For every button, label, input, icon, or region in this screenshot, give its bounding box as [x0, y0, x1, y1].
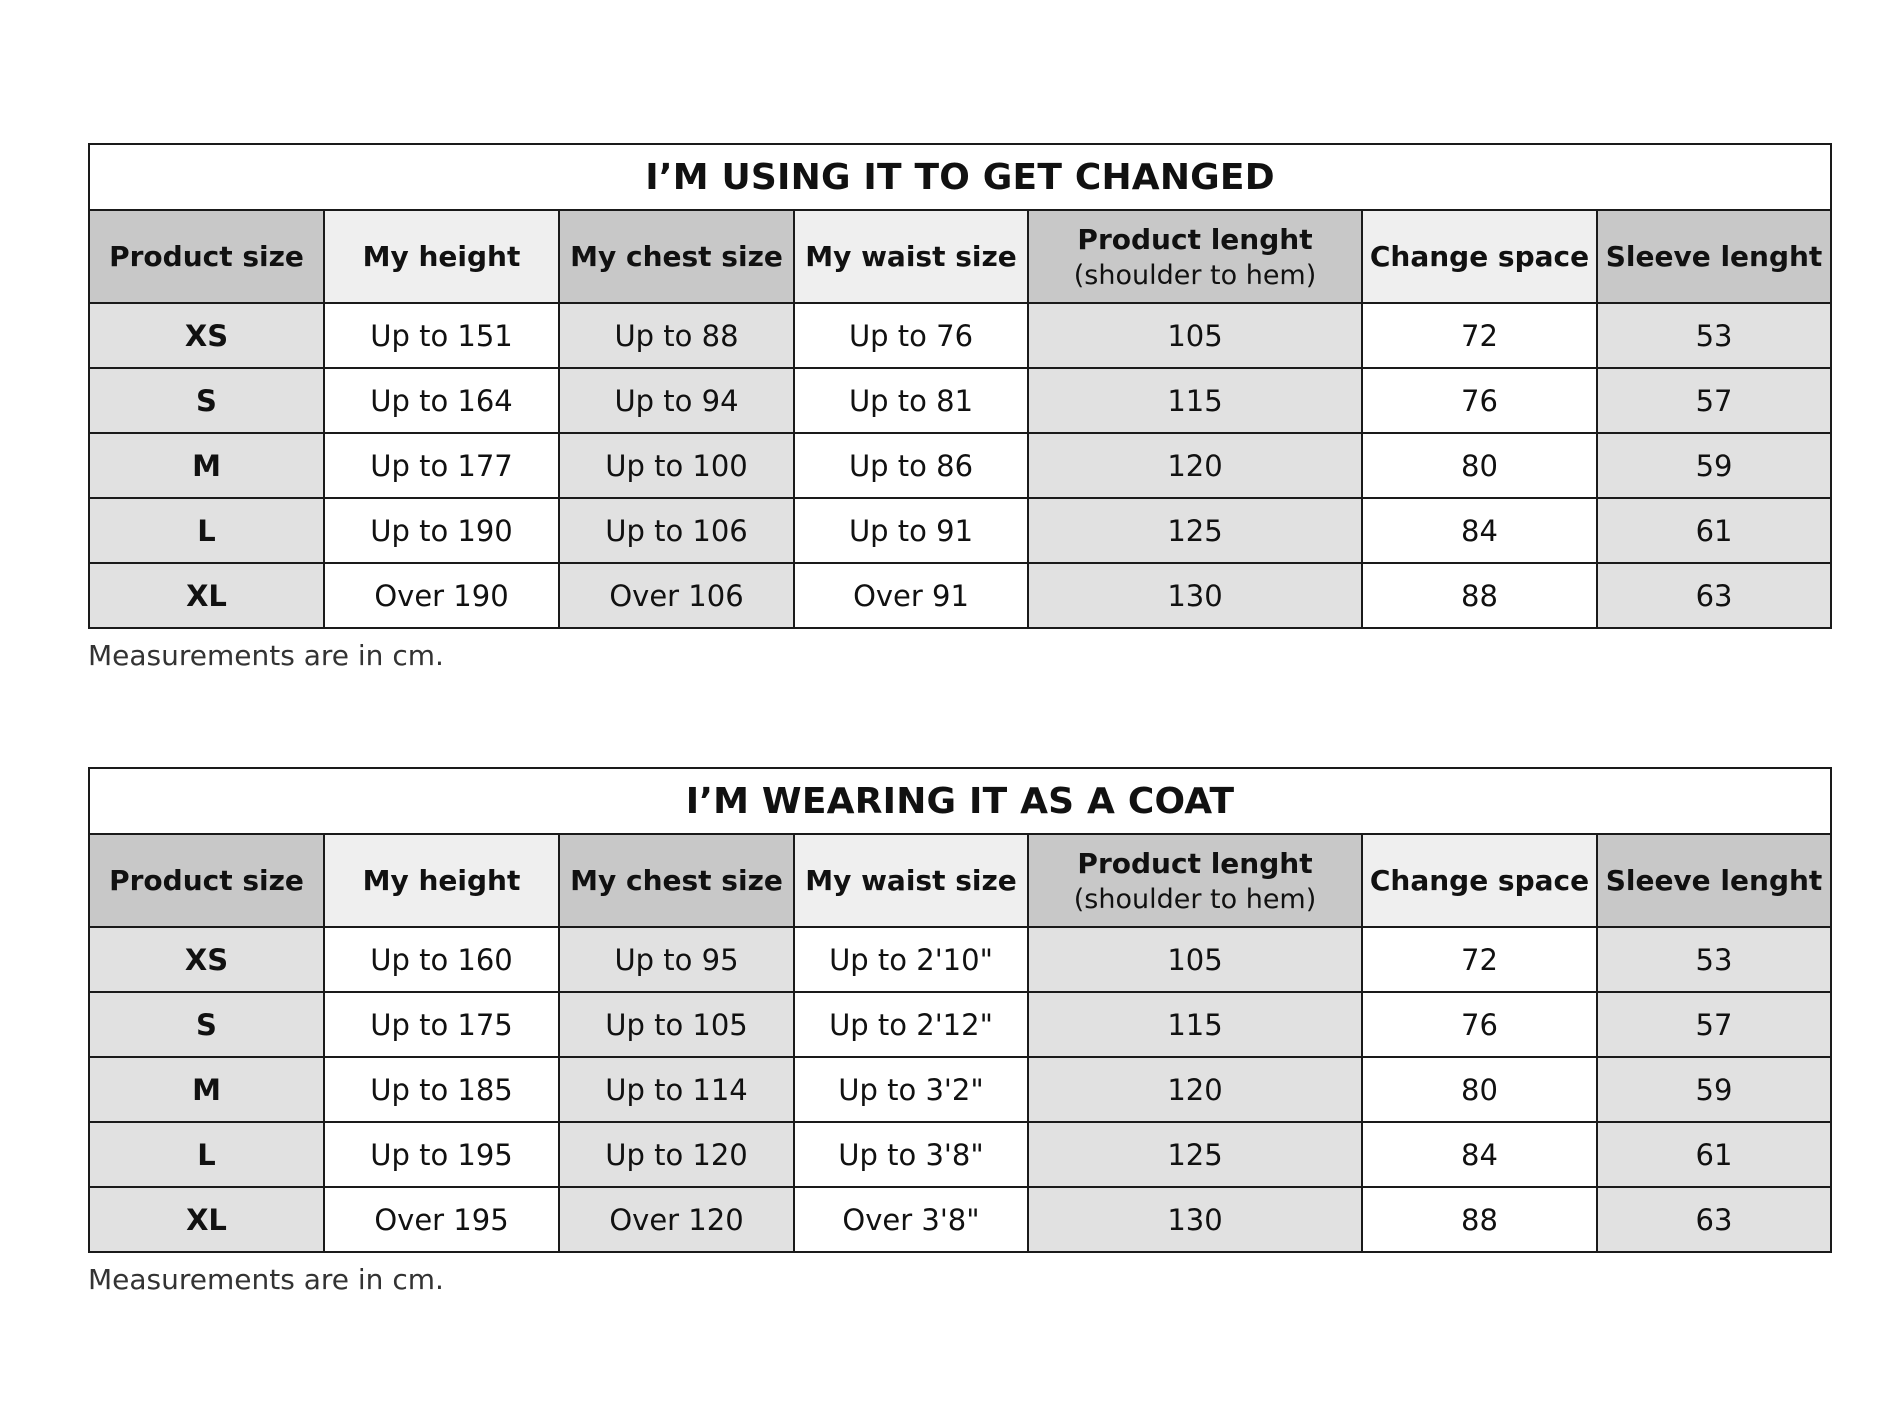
table-row — [89, 563, 1831, 628]
cell-chest: Up to 120 — [559, 1122, 794, 1187]
cell-chest: Over 106 — [559, 563, 794, 628]
table-row — [89, 498, 1831, 563]
header-product-length: Product lenght (shoulder to hem) — [1028, 210, 1362, 303]
cell-product-length: 120 — [1028, 1057, 1362, 1122]
cell-chest: Up to 94 — [559, 368, 794, 433]
cell-size: S — [89, 992, 324, 1057]
cell-height: Up to 164 — [324, 368, 559, 433]
header-my-waist-size: My waist size — [794, 834, 1028, 927]
cell-waist: Up to 3'2" — [794, 1057, 1028, 1122]
size-table — [88, 143, 1832, 629]
cell-change-space: 84 — [1362, 1122, 1597, 1187]
cell-product-length: 115 — [1028, 368, 1362, 433]
header-my-chest-size: My chest size — [559, 834, 794, 927]
cell-sleeve-length: 59 — [1597, 1057, 1831, 1122]
measurement-note: Measurements are in cm. — [88, 1263, 444, 1296]
cell-waist: Up to 2'10" — [794, 927, 1028, 992]
table-row — [89, 1122, 1831, 1187]
cell-change-space: 76 — [1362, 368, 1597, 433]
size-table-wearing-as-coat — [88, 767, 1830, 1296]
cell-size: XS — [89, 303, 324, 368]
cell-size: L — [89, 1122, 324, 1187]
cell-sleeve-length: 57 — [1597, 992, 1831, 1057]
cell-chest: Up to 114 — [559, 1057, 794, 1122]
cell-height: Up to 190 — [324, 498, 559, 563]
cell-sleeve-length: 63 — [1597, 563, 1831, 628]
table-row — [89, 927, 1831, 992]
cell-change-space: 88 — [1362, 1187, 1597, 1252]
cell-sleeve-length: 53 — [1597, 927, 1831, 992]
cell-chest: Up to 100 — [559, 433, 794, 498]
table-row — [89, 303, 1831, 368]
cell-size: M — [89, 1057, 324, 1122]
cell-size: XL — [89, 563, 324, 628]
header-product-size: Product size — [89, 210, 324, 303]
header-my-chest-size: My chest size — [559, 210, 794, 303]
header-product-size: Product size — [89, 834, 324, 927]
measurement-note: Measurements are in cm. — [88, 639, 444, 672]
header-product-length-sub: (shoulder to hem) — [1073, 259, 1317, 291]
cell-chest: Up to 105 — [559, 992, 794, 1057]
header-product-length: Product lenght (shoulder to hem) — [1028, 834, 1362, 927]
cell-product-length: 105 — [1028, 303, 1362, 368]
cell-height: Over 195 — [324, 1187, 559, 1252]
cell-height: Up to 175 — [324, 992, 559, 1057]
cell-height: Up to 160 — [324, 927, 559, 992]
cell-size: M — [89, 433, 324, 498]
cell-sleeve-length: 61 — [1597, 498, 1831, 563]
cell-change-space: 76 — [1362, 992, 1597, 1057]
cell-waist: Up to 76 — [794, 303, 1028, 368]
cell-chest: Over 120 — [559, 1187, 794, 1252]
header-sleeve-length: Sleeve lenght — [1597, 210, 1831, 303]
cell-waist: Up to 81 — [794, 368, 1028, 433]
cell-product-length: 125 — [1028, 1122, 1362, 1187]
cell-waist: Over 91 — [794, 563, 1028, 628]
table-row — [89, 1187, 1831, 1252]
cell-height: Up to 151 — [324, 303, 559, 368]
cell-height: Over 190 — [324, 563, 559, 628]
cell-product-length: 115 — [1028, 992, 1362, 1057]
cell-change-space: 72 — [1362, 927, 1597, 992]
cell-waist: Up to 3'8" — [794, 1122, 1028, 1187]
table-row — [89, 368, 1831, 433]
cell-product-length: 130 — [1028, 1187, 1362, 1252]
header-my-height: My height — [324, 210, 559, 303]
cell-product-length: 120 — [1028, 433, 1362, 498]
cell-change-space: 88 — [1362, 563, 1597, 628]
cell-chest: Up to 88 — [559, 303, 794, 368]
cell-change-space: 80 — [1362, 1057, 1597, 1122]
cell-chest: Up to 106 — [559, 498, 794, 563]
cell-sleeve-length: 59 — [1597, 433, 1831, 498]
cell-height: Up to 195 — [324, 1122, 559, 1187]
table-title: I’M WEARING IT AS A COAT — [89, 768, 1831, 834]
cell-chest: Up to 95 — [559, 927, 794, 992]
cell-sleeve-length: 63 — [1597, 1187, 1831, 1252]
cell-size: L — [89, 498, 324, 563]
table-row — [89, 433, 1831, 498]
cell-waist: Up to 2'12" — [794, 992, 1028, 1057]
cell-product-length: 105 — [1028, 927, 1362, 992]
cell-change-space: 72 — [1362, 303, 1597, 368]
header-my-waist-size: My waist size — [794, 210, 1028, 303]
cell-size: XS — [89, 927, 324, 992]
cell-height: Up to 177 — [324, 433, 559, 498]
table-title: I’M USING IT TO GET CHANGED — [89, 144, 1831, 210]
header-my-height: My height — [324, 834, 559, 927]
size-table — [88, 767, 1832, 1253]
header-change-space: Change space — [1362, 834, 1597, 927]
header-product-length-sub: (shoulder to hem) — [1073, 883, 1317, 915]
cell-change-space: 80 — [1362, 433, 1597, 498]
size-table-getting-changed — [88, 143, 1830, 672]
cell-height: Up to 185 — [324, 1057, 559, 1122]
table-row — [89, 1057, 1831, 1122]
cell-sleeve-length: 57 — [1597, 368, 1831, 433]
cell-sleeve-length: 61 — [1597, 1122, 1831, 1187]
cell-product-length: 125 — [1028, 498, 1362, 563]
cell-sleeve-length: 53 — [1597, 303, 1831, 368]
header-sleeve-length: Sleeve lenght — [1597, 834, 1831, 927]
cell-product-length: 130 — [1028, 563, 1362, 628]
cell-waist: Over 3'8" — [794, 1187, 1028, 1252]
table-row — [89, 992, 1831, 1057]
cell-size: S — [89, 368, 324, 433]
header-change-space: Change space — [1362, 210, 1597, 303]
cell-change-space: 84 — [1362, 498, 1597, 563]
cell-waist: Up to 91 — [794, 498, 1028, 563]
cell-waist: Up to 86 — [794, 433, 1028, 498]
cell-size: XL — [89, 1187, 324, 1252]
